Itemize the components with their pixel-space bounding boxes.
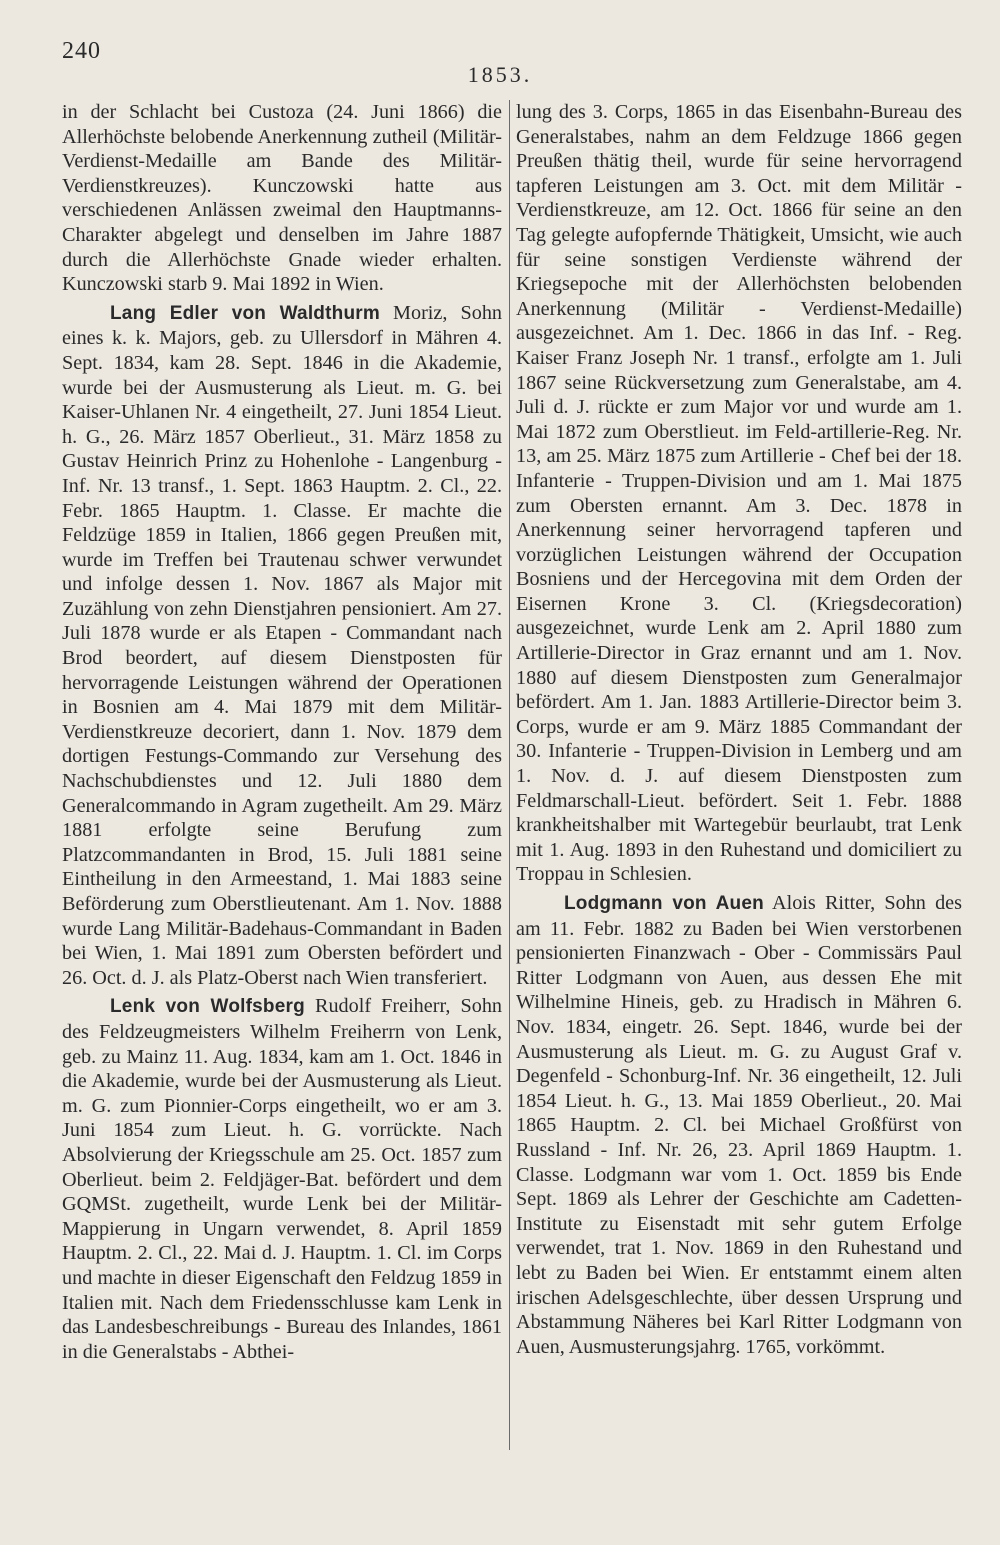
column-divider — [509, 100, 510, 1450]
left-column — [62, 100, 502, 1364]
entry-name-lang: Lang Edler von Waldthurm — [110, 302, 380, 324]
entry-text-lang: Moriz, Sohn eines k. k. Majors, geb. zu Ullersdorf in Mähren 4. Sept. 1834, kam 28. Sept. 1846 in die Akademie, wurde bei der Ausmusterung als Lieut. m. G. bei Kaiser-Uhlanen Nr. 4 eingetheilt, 27. Juni 1854 Lieut. h. G., 26. März 1857 Oberlieut., 31. März 1858 zu Gustav Heinrich Prinz zu Hohenlohe - Langenburg - Inf. Nr. 13 transf., 1. Sept. 1863 Hauptm. 2. Cl., 22. Febr. 1865 Hauptm. 1. Classe. Er machte die Feldzüge 1859 in Italien, 1866 gegen Preußen mit, wurde im Treffen bei Trautenau schwer verwundet und infolge dessen 1. Nov. 1867 als Major mit Zuzählung von zehn Dienstjahren pensioniert. Am 27. Juli 1878 wurde er als Etapen - Commandant nach Brod beordert, auf diesem Dienstposten für hervorragende Leistungen während der Operationen in Bosnien am 4. Mai 1879 mit dem Militär-Verdienstkreuze decoriert, dann 1. Nov. 1879 dem dortigen Festungs-Commando zur Versehung des Nachschubdienstes und 12. Juli 1880 dem Generalcommando in Agram zugetheilt. Am 29. März 1881 erfolgte seine Berufung zum Platzcommandanten in Brod, 15. Juli 1881 seine Eintheilung in den Armeestand, 1. Mai 1883 seine Beförderung zum Oberstlieutenant. Am 1. Nov. 1888 wurde Lang Militär-Badehaus-Commandant in Baden bei Wien, 1. Mai 1891 zum Obersten befördert und 26. Oct. d. J. als Platz-Oberst nach Wien transferiert. — [62, 301, 503, 989]
biography-entry-lenk — [62, 994, 502, 1364]
entry-name-lenk: Lenk von Wolfsberg — [110, 996, 305, 1018]
right-column — [516, 100, 962, 1359]
running-header-year: 1853. — [467, 62, 533, 87]
continuation-paragraph: in der Schlacht bei Custoza (24. Juni 1866) die Allerhöchste belobende Anerkennung zutheil (Militär-Verdienst-Medaille am Bande des Militär-Verdienstkreuzes). Kunczowski hatte aus verschiedenen Anlässen zweimal den Hauptmanns-Charakter abgelegt und denselben im Jahre 1887 durch die Allerhöchste Gnade wieder erhalten. Kunczowski starb 9. Mai 1892 in Wien. — [62, 101, 502, 296]
biography-entry-lang — [62, 301, 502, 991]
entry-text-lenk: Rudolf Freiherr, Sohn des Feldzeugmeisters Wilhelm Freiherrn von Lenk, geb. zu Mainz 11. Aug. 1834, kam am 1. Oct. 1846 in die Akademie, wurde bei der Ausmusterung als Lieut. m. G. zum Pionnier-Corps eingetheilt, wo er am 3. Juni 1854 zum Lieut. h. G. vorrückte. Nach Absolvierung der Kriegsschule am 25. Oct. 1857 zum Oberlieut. beim 2. Feldjäger-Bat. befördert und dem GQMSt. zugetheilt, wurde Lenk bei der Militär-Mappierung in Ungarn verwendet, 8. April 1859 Hauptm. 2. Cl., 22. Mai d. J. Hauptm. 1. Cl. im Corps und machte in dieser Eigenschaft den Feldzug 1859 in Italien mit. Nach dem Friedensschlusse kam Lenk in das Landesbeschreibungs - Bureau des Inlandes, 1861 in die Generalstabs - Abthei- — [62, 995, 503, 1363]
page-number: 240 — [62, 38, 101, 64]
continuation-paragraph-lenk: lung des 3. Corps, 1865 in das Eisenbahn-Bureau des Generalstabes, nahm an dem Feldzuge 1866 gegen Preußen thätig theil, wurde für seine hervorragend tapferen Leistungen am 3. Oct. mit dem Militär - Verdienstkreuze, am 12. Oct. 1866 für seine an den Tag gelegte aufopfernde Thätigkeit, Umsicht, wie auch für seine sonstigen Verdienste während der Kriegsepoche mit der Allerhöchsten belobenden Anerkennung (Militär - Verdienst-Medaille) ausgezeichnet. Am 1. Dec. 1866 in das Inf. - Reg. Kaiser Franz Joseph Nr. 1 transf., erfolgte am 1. Juli 1867 seine Rückversetzung zum Generalstabe, am 4. Juli d. J. rückte er zum Major vor und wurde am 1. Mai 1872 zum Oberstlieut. im Feld-artillerie-Reg. Nr. 13, am 25. März 1875 zum Artillerie - Chef bei der 18. Infanterie - Truppen-Division und am 1. Mai 1875 zum Obersten ernannt. Am 3. Dec. 1878 in Anerkennung seiner hervorragend tapferen und vorzüglichen Leistungen während der Occupation Bosniens und der Hercegovina mit dem Orden der Eisernen Krone 3. Cl. (Kriegsdecoration) ausgezeichnet, wurde Lenk am 2. April 1880 zum Artillerie-Director in Graz ernannt und am 1. Nov. 1880 auf diesem Dienstposten zum Generalmajor befördert. Am 1. Jan. 1883 Artillerie-Director beim 3. Corps, wurde er am 9. März 1885 Commandant der 30. Infanterie - Truppen-Division in Lemberg und am 1. Nov. d. J. auf diesem Dienstposten zum Feldmarschall-Lieut. befördert. Seit 1. Febr. 1888 krankheitshalber mit Wartegebür beurlaubt, trat Lenk mit 1. Aug. 1893 in den Ruhestand und domiciliert zu Troppau in Schlesien. — [516, 101, 962, 886]
entry-name-lodgmann: Lodgmann von Auen — [564, 893, 764, 914]
entry-text-lodgmann: Alois Ritter, Sohn des am 11. Febr. 1882 zu Baden bei Wien verstorbenen pensionierten Finanzwach - Ober - Commissärs Paul Ritter Lodgmann von Auen, aus dessen Ehe mit Wilhelmine Hineis, geb. zu Hradisch in Mähren 6. Nov. 1834, eingetr. 26. Sept. 1846, wurde bei der Ausmusterung als Lieut. m. G. zu August Graf v. Degenfeld - Schonburg-Inf. Nr. 36 eingetheilt, 12. Juli 1854 Lieut. h. G., 13. Mai 1859 Oberlieut., 20. Mai 1865 Hauptm. 2. Cl. bei Michael Großfürst von Russland - Inf. Nr. 26, 23. April 1869 Hauptm. 1. Classe. Lodgmann war vom 1. Oct. 1859 bis Ende Sept. 1869 als Lehrer der Geschichte am Cadetten-Institute zu Eisenstadt mit sehr gutem Erfolge verwendet, trat 1. Nov. 1869 in den Ruhestand und lebt zu Baden bei Wien. Er entstammt einem alten irischen Adelsgeschlechte, über dessen Ursprung und Abstammung Näheres bei Karl Ritter Lodgmann von Auen, Ausmusterungsjahrg. 1765, vorkömmt. — [516, 892, 962, 1358]
biography-entry-lodgmann — [516, 891, 962, 1359]
